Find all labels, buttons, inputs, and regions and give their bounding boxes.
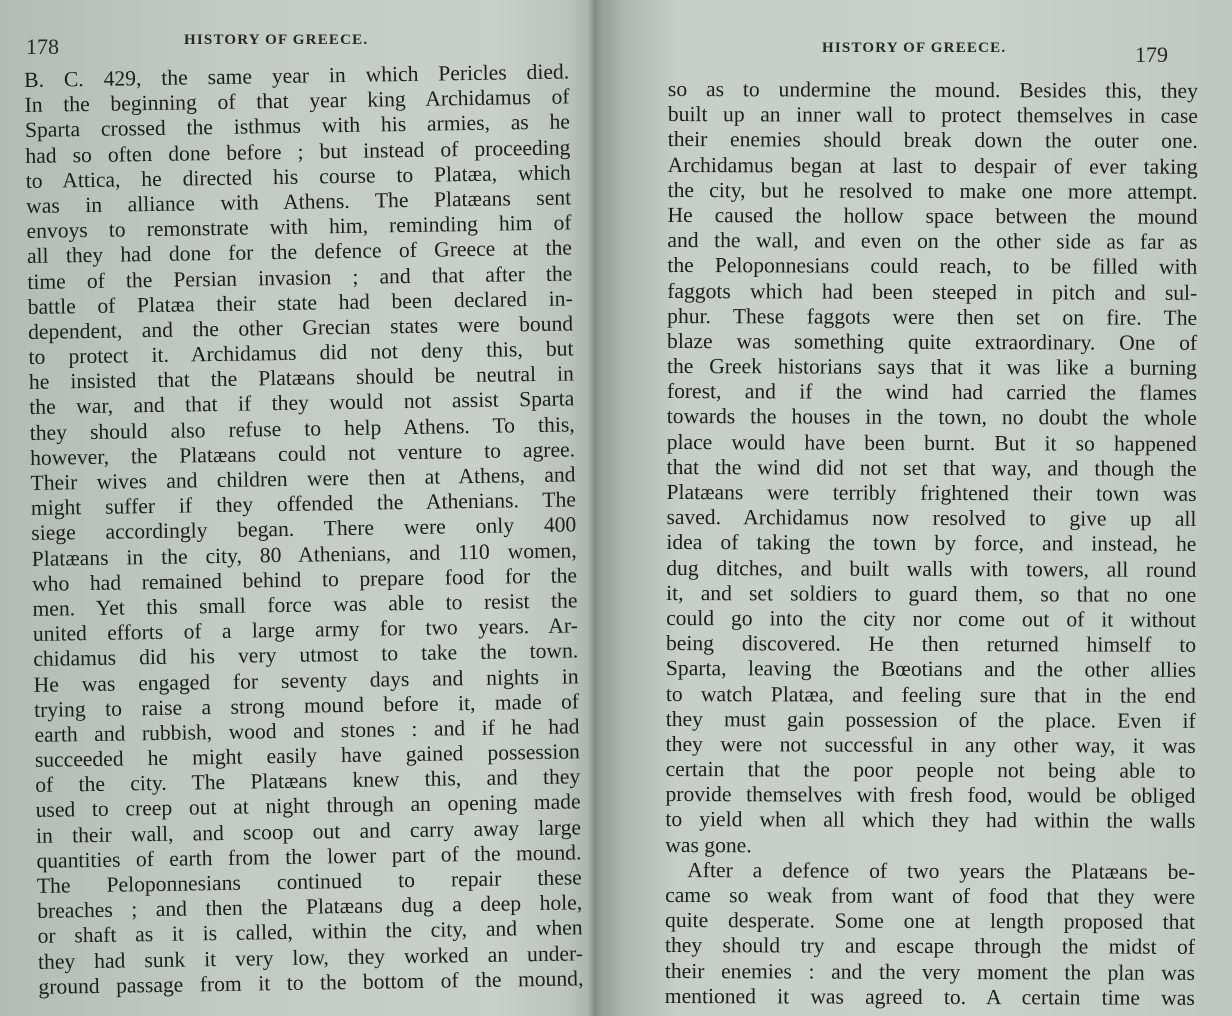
text-line: Archidamus began at last to despair of ever taking [667, 152, 1198, 179]
text-line: could go into the city nor come out of it without [666, 605, 1197, 632]
text-line: battle of Platæa their state had been declared in- [27, 286, 573, 319]
text-line: siege accordingly began. There were only 400 [31, 512, 577, 546]
text-line: all they had done for the defence of Greece at the [26, 235, 573, 269]
text-line: provide themselves with fresh food, would be obliged [665, 782, 1196, 809]
text-line: ground passage from it to the bottom of the mound, [38, 966, 584, 999]
text-line: breaches ; and then the Platæans dug a deep hole, [37, 890, 583, 924]
text-line: to watch Platæa, and feeling sure that in the end [665, 681, 1196, 708]
text-line: had so often done before ; but instead of proceeding [25, 134, 571, 168]
text-line: the Peloponnesians could reach, to be filled with [667, 253, 1198, 280]
running-head-right: HISTORY OF GREECE. [822, 40, 1007, 56]
text-line: Sparta crossed the isthmus with his armies, as he [24, 109, 571, 143]
text-line: phur. These faggots were then set on fire. The [667, 303, 1198, 330]
text-line: they had sunk it very low, they worked an under- [37, 940, 584, 974]
text-line: Platæans in the city, 80 Athenians, and 110 women, [31, 537, 577, 571]
text-line: so as to undermine the mound. Besides this, they [667, 77, 1198, 103]
left-page [0, 0, 596, 1016]
page-number-right: 179 [1135, 42, 1168, 67]
text-line: they were not successful in any other way, it was [665, 731, 1196, 758]
text-line: their enemies should break down the outer one. [667, 127, 1198, 154]
text-line: it, and set soldiers to guard them, so that no one [666, 580, 1197, 607]
text-line: idea of taking the town by force, and instead, he [666, 530, 1197, 557]
text-line: trying to raise a strong mound before it, made of [33, 689, 580, 722]
text-line: dependent, and the other Grecian states were bound [27, 311, 574, 344]
text-line: chidamus did his very utmost to take the town. [33, 638, 579, 672]
text-line: time of the Persian invasion ; and that after the [27, 260, 573, 294]
text-line: mentioned it was agreed to. A certain time was [664, 983, 1195, 1010]
text-line: B. C. 429, the same year in which Pericles died. [24, 59, 570, 92]
text-line: and the wall, and even on the other side as far as [667, 228, 1198, 254]
text-line: came so weak from want of food that they were [665, 882, 1196, 909]
text-line: being discovered. He then returned himself to [665, 631, 1197, 657]
text-line: in their wall, and scoop out and carry away large [35, 814, 582, 848]
text-line: men. Yet this small force was able to resist the [32, 588, 578, 621]
text-line: or shaft as it is called, within the city, and when [37, 915, 583, 949]
text-line: of the city. The Platæans knew this, and they [35, 764, 581, 798]
text-line: might suffer if they offended the Athenians. The [30, 487, 577, 521]
text-line: towards the houses in the town, no doubt the whole [666, 404, 1197, 431]
text-line: envoys to remonstrate with him, reminding him of [26, 210, 572, 244]
text-line: After a defence of two years the Platæans be- [687, 857, 1196, 884]
text-line: place would have been burnt. But it so happened [666, 429, 1197, 456]
text-line: the Greek historians says that it was like a burning [666, 354, 1198, 380]
text-line: succeeded he might easily have gained possession [34, 739, 580, 772]
page-number-left: 178 [26, 34, 59, 59]
text-line: that the wind did not set that way, and though the [666, 454, 1197, 481]
text-line: to Attica, he directed his course to Platæa, which [25, 160, 571, 193]
text-line: earth and rubbish, wood and stones : and if he had [34, 714, 580, 747]
text-line: however, the Platæans could not venture to agree. [29, 437, 576, 470]
text-line: Sparta, leaving the Bœotians and the other allies [665, 656, 1196, 683]
text-line: united efforts of a large army for two years. Ar- [32, 613, 579, 647]
text-line: built up an inner wall to protect themselves in case [667, 102, 1198, 129]
text-line: certain that the poor people not being able to [665, 757, 1196, 783]
text-line: He was engaged for seventy days and nights in [33, 663, 579, 697]
text-line: the war, and that if they would not assist Sparta [29, 386, 575, 420]
text-line: they must gain possession of the place. Even if [665, 706, 1196, 733]
text-line: they should try and escape through the midst of [664, 933, 1196, 960]
text-line: their enemies : and the very moment the plan was [664, 958, 1195, 985]
text-line: he insisted that the Platæans should be neutral in [28, 361, 575, 395]
text-line: faggots which had been steeped in pitch and sul- [667, 278, 1198, 305]
text-line: to protect it. Archidamus did not deny this, but [28, 336, 574, 370]
text-line: quantities of earth from the lower part of the mound. [36, 840, 582, 873]
text-line: who had remained behind to prepare food for the [31, 563, 578, 596]
text-line: quite desperate. Some one at length proposed that [665, 908, 1196, 935]
text-line: used to creep out at night through an opening made [35, 789, 581, 823]
text-line: was gone. [665, 832, 752, 857]
text-line: was in alliance with Athens. The Platæans sent [25, 185, 572, 218]
text-line: blaze was something quite extraordinary. One of [667, 328, 1198, 355]
text-line: to yield when all which they had within the walls [665, 807, 1196, 834]
right-page [596, 0, 1232, 1016]
text-line: saved. Archidamus now resolved to give up all [666, 505, 1197, 532]
text-line: dug ditches, and built walls with towers, all round [666, 555, 1197, 582]
text-line: Their wives and children were then at Athens, and [30, 462, 576, 495]
text-line: The Peloponnesians continued to repair these [36, 865, 582, 898]
text-line: they should also refuse to help Athens. To this, [29, 412, 575, 445]
right-page-text [665, 77, 1198, 1011]
left-page-text [24, 59, 584, 999]
text-line: He caused the hollow space between the mound [667, 202, 1198, 229]
text-line: forest, and if the wind had carried the flames [666, 379, 1197, 406]
text-line: Platæans were terribly frightened their town was [666, 479, 1197, 506]
text-line: In the beginning of that year king Archidamus of [24, 84, 570, 118]
text-line: the city, but he resolved to make one more attempt. [667, 177, 1198, 204]
running-head-left: HISTORY OF GREECE. [184, 32, 369, 48]
